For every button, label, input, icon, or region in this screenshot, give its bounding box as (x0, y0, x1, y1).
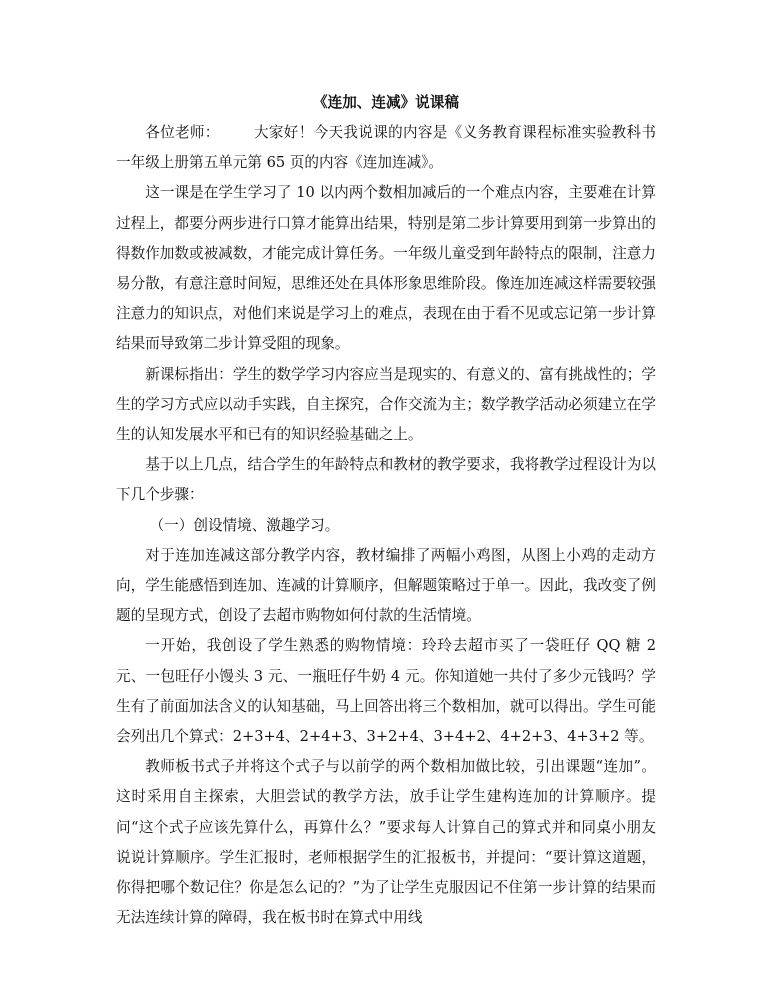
paragraph-textbook: 对于连加连减这部分教学内容，教材编排了两幅小鸡图，从图上小鸡的走动方向，学生能感悟到连加、连减的计算顺序，但解题策略过于单一。因此，我改变了例题的呈现方式，创设了去超市购物如何付款的生活情境。 (116, 546, 656, 625)
paragraph-shopping: 一开始，我创设了学生熟悉的购物情境：玲玲去超市买了一袋旺仔 QQ 糖 2 元、一包旺仔小馒头 3 元、一瓶旺仔牛奶 4 元。你知道她一共付了多少元钱吗？学生有了前面加法含义的认知基础，马上回答出将三个数相加，就可以得出。学生可能会列出几个算式：2+3+4、2+4+3、3+2+4、3+4+2、4+2+3、4+3+2 等。 (116, 637, 656, 746)
intro-paragraph (116, 118, 656, 178)
intro-text: 大家好！今天我说课的内容是《义务教育课程标准实验教科书一年级上册第五单元第 65 页的内容《连加连减》。 (116, 124, 656, 172)
paragraph-design: 基于以上几点，结合学生的年龄特点和教材的教学要求，我将教学过程设计为以下几个步骤： (116, 456, 656, 504)
paragraph-difficulty: 这一课是在学生学习了 10 以内两个数相加减后的一个难点内容，主要难在计算过程上，都要分两步进行口算才能算出结果，特别是第二步计算要用到第一步算出的得数作加数或被减数，才能完成计算任务。一年级儿童受到年龄特点的限制，注意力易分散，有意注意时间短，思维还处在具体形象思维阶段。像连加连减这样需要较强注意力的知识点，对他们来说是学习上的难点，表现在由于看不见或忘记第一步计算结果而导致第二步计算受阻的现象。 (116, 184, 656, 353)
paragraph-curriculum: 新课标指出：学生的数学学习内容应当是现实的、有意义的、富有挑战性的；学生的学习方式应以动手实践，自主探究，合作交流为主；数学教学活动必须建立在学生的认知发展水平和已有的知识经验基础之上。 (116, 365, 656, 444)
document-page (116, 88, 656, 933)
greeting: 各位老师： (145, 124, 220, 141)
paragraph-board: 教师板书式子并将这个式子与以前学的两个数相加做比较，引出课题“连加”。这时采用自主探索，大胆尝试的教学方法，放手让学生建构连加的计算顺序。提问“这个式子应该先算什么，再算什么？”要求每人计算自己的算式并和同桌小朋友说说计算顺序。学生汇报时，老师根据学生的汇报板书，并提问：“要计算这道题，你得把哪个数记住？你是怎么记的？”为了让学生克服因记不住第一步计算的结果而无法连续计算的障碍，我在板书时在算式中用线 (116, 758, 656, 927)
section-heading: （一）创设情境、激趣学习。 (149, 516, 340, 534)
document-title: 《连加、连减》说课稿 (313, 94, 459, 111)
